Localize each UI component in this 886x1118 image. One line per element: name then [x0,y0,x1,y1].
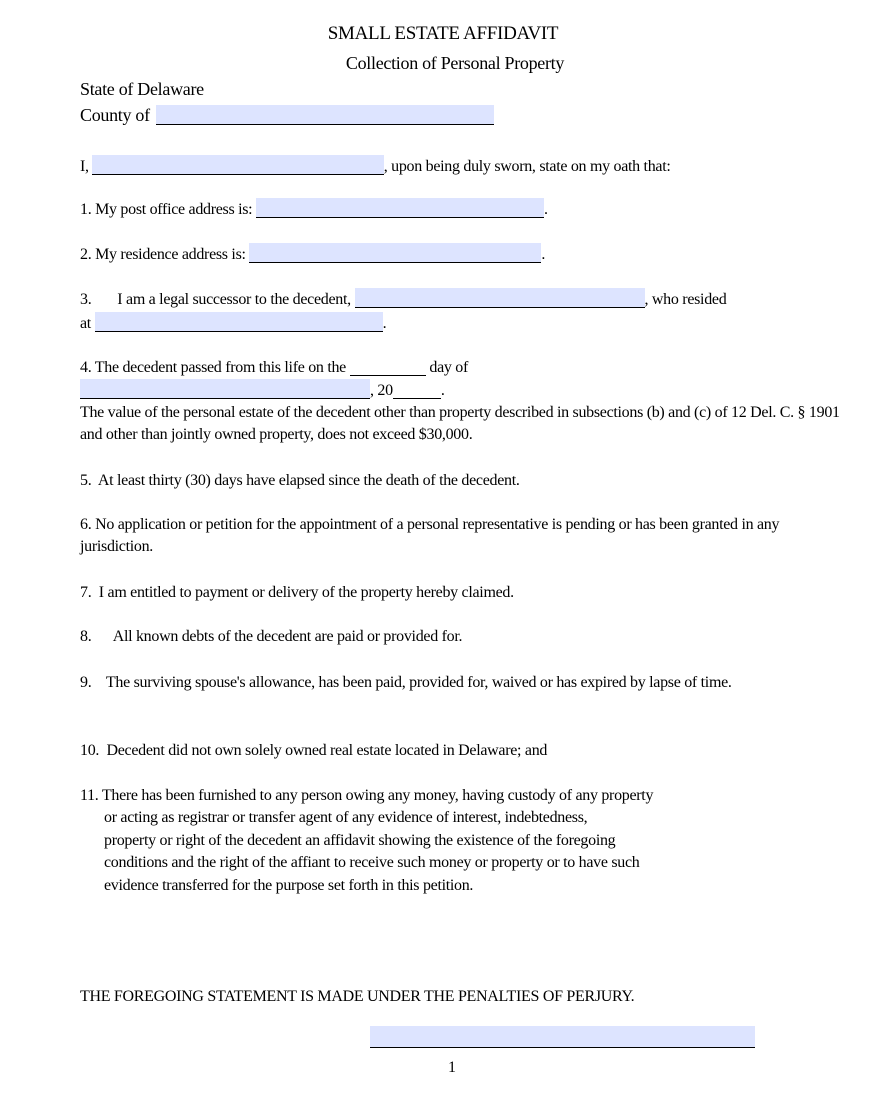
item-11-line-4: conditions and the right of the affiant to receive such money or property or to have such [104,854,640,871]
item-11-first: 11. There has been furnished to any person owing any money, having custody of any property [80,787,654,804]
item-2-label: 2. My residence address is: [80,246,246,263]
item-4-label: 4. The decedent passed from this life on the [80,359,346,376]
county-line [80,104,494,126]
item-4-year-prefix: , 20 [370,382,393,399]
item-3-mid: , who resided [644,291,727,308]
page-number: 1 [448,1059,456,1076]
item-8: 8. All known debts of the decedent are paid or provided for. [80,628,463,645]
item-4-date [80,379,445,402]
county-label: County of [80,105,150,125]
oath-line [80,155,671,178]
item-2 [80,243,545,266]
perjury-statement: THE FOREGOING STATEMENT IS MADE UNDER THE PENALTIES OF PERJURY. [80,988,635,1005]
item-2-period: . [541,246,546,263]
decedent-name-field[interactable] [355,288,645,308]
residence-address-field[interactable] [249,243,541,263]
death-month-field[interactable] [80,379,370,399]
oath-suffix: , upon being duly sworn, state on my oath that: [383,158,671,175]
item-3-at: at [80,315,91,332]
item-11-line-3: property or right of the decedent an affidavit showing the existence of the foregoing [104,832,616,849]
item-11-line-2: or acting as registrar or transfer agent of any evidence of interest, indebtedness, [104,809,588,826]
document-subtitle: Collection of Personal Property [345,53,565,73]
item-3 [80,288,726,311]
post-office-address-field[interactable] [256,198,544,218]
item-7: 7. I am entitled to payment or delivery of the property hereby claimed. [80,584,514,601]
document-title: SMALL ESTATE AFFIDAVIT [327,23,559,44]
item-4-period: . [440,382,445,399]
oath-prefix: I, [80,158,89,175]
item-1-period: . [544,201,548,218]
item-4 [80,356,468,379]
item-3-label: 3. I am a legal successor to the decedent, [80,291,351,308]
decedent-residence-field[interactable] [95,312,383,332]
item-1-label: 1. My post office address is: [80,201,253,218]
item-11-line-5: evidence transferred for the purpose set forth in this petition. [104,877,474,894]
state-label: State of Delaware [80,79,204,99]
item-5: 5. At least thirty (30) days have elapsed since the death of the decedent. [80,472,520,489]
item-1 [80,198,548,221]
signature-field[interactable] [370,1026,755,1048]
death-year-field[interactable] [393,379,441,399]
item-3-cont [80,312,386,335]
item-10: 10. Decedent did not own solely owned real estate located in Delaware; and [80,742,548,759]
affiant-name-field[interactable] [92,155,384,175]
item-6: 6. No application or petition for the appointment of a personal representative is pending or has been granted in any jurisdiction. [80,516,780,555]
item-9: 9. The surviving spouse's allowance, has been paid, provided for, waived or has expired by lapse of time. [80,674,732,691]
item-3-period: . [382,315,387,332]
county-field[interactable] [156,105,494,125]
item-4-day-of: day of [429,359,469,376]
death-day-field[interactable] [350,356,426,376]
item-4-value-text: The value of the personal estate of the decedent other than property described in subsections (b) and (c) of 12 Del. C. § 1901 and other than jointly owned property, does not exceed $30,000. [80,404,840,443]
